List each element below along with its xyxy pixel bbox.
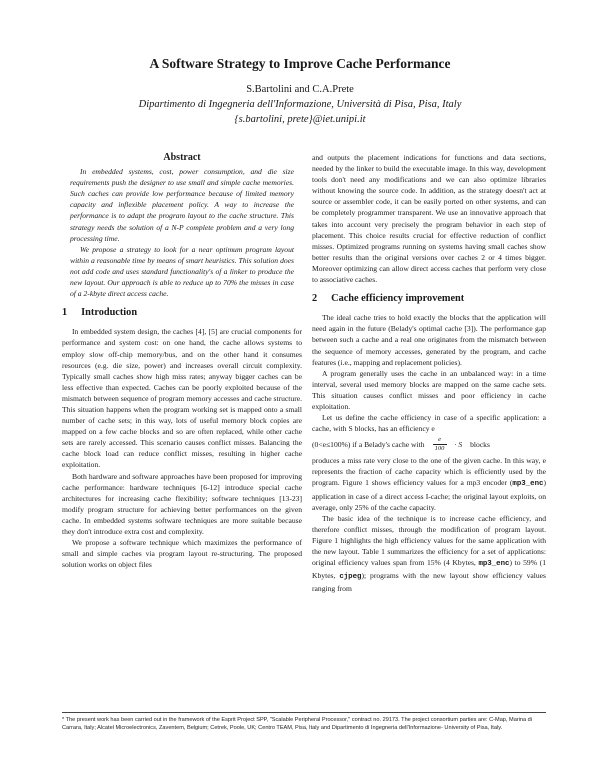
body-paragraph: We propose a software technique which maximizes the performance of small and simple caches via program layout re-structuring. The proposed solution works on object files — [62, 538, 302, 570]
body-paragraph: In embedded system design, the caches [4], [5] are crucial components for performance and system cost: on one hand, the cache allows systems to employ slow off-chip memory/bus, and on the other hand it consumes resources (e.g. die size, power) and increases overall circuit complexity. Typically small caches show high miss rates; anyway bigger caches can be less effective than expected. Caches can be poorly exploited because of the mismatch between sequence of program memory accesses and cache structure. This situation happens when the program working set is mapped onto a small number of cache sets; in this way, lots of useful memory block copies are mapped on a few cache blocks and so are often replaced, while other cache sets are rarely accessed. This scenario causes conflict misses. Balancing the cache block load can reduce conflict misses, resulting in higher cache exploitation. — [62, 327, 302, 470]
abstract — [62, 152, 302, 299]
formula-after: blocks — [470, 440, 490, 450]
affiliation: Dipartimento di Ingegneria dell'Informazione, Università di Pisa, Pisa, Italy — [138, 99, 462, 110]
section-title: Cache efficiency improvement — [331, 293, 465, 305]
paper-title: A Software Strategy to Improve Cache Performance — [149, 56, 451, 71]
fraction — [433, 436, 447, 453]
efficiency-formula — [312, 436, 546, 453]
body-paragraph: produces a miss rate very close to the one of the given cache. In this way, e represents the fraction of cache capacity which is efficiently used by the program. Figure 1 shows efficiency values for a mp3 encoder (mp3_enc) application in case of a direct access I-cache; the original layout exploits, on average, only 25% of the cache capacity. — [312, 456, 546, 512]
footnote: * The present work has been carried out in the framework of the Esprit Project SPP, "Scalable Peripheral Processor," contract no. 29173. The project consortium parties are: C-Map, Marina di Carrara, Italy; Alcatel Microelectronics, Zaventem, Belgium; Cetrek, Poole, UK; Centro TEAM, Pisa, Italy and Dipartimento di Ingegneria dell'Informazione- University of Pisa, Italy. — [62, 717, 533, 731]
section-number: 1 — [62, 307, 68, 319]
formula-tail: · S — [454, 440, 463, 450]
body-paragraph: Both hardware and software approaches have been proposed for improving cache performance: hardware techniques [6-12] introduce special cache architectures for increasing cache flexibility; software techniques [13-23] modify program structure for achieving better performances on the given cache. In embedded systems software techniques are more suitable because they don't introduce extra cost and complexity. — [62, 471, 302, 536]
fraction-denominator: 100 — [434, 445, 445, 453]
section-heading-cache-efficiency — [312, 293, 546, 304]
left-column — [62, 152, 302, 570]
right-column — [312, 152, 546, 594]
abstract-paragraph: We propose a strategy to look for a near optimum program layout within a reasonable time by means of smart heuristics. This solution does not add code and uses standard functionality's of a linker to produce the new layout. Our approach is able to reduce up to 70% the misses in case of a 2-kbyte direct access cache. — [70, 244, 294, 299]
authors: S.Bartolini and C.A.Prete — [246, 84, 354, 95]
code-mp3-enc: mp3_enc — [512, 480, 544, 489]
fraction-numerator: e — [438, 436, 441, 444]
author-email: {s.bartolini, prete}@iet.unipi.it — [234, 114, 366, 125]
body-paragraph: Let us define the cache efficiency in case of a specific application: a cache, with S blocks, has an efficiency e — [312, 413, 546, 434]
section-title: Introduction — [81, 307, 138, 319]
formula-text: (0<e≤100%) if a Belady's cache with — [312, 440, 425, 450]
abstract-heading: Abstract — [163, 152, 201, 163]
body-paragraph: The ideal cache tries to hold exactly the blocks that the application will need again in the future (Belady's optimal cache [3]). The performance gap between such a cache and a real one originates from the mismatch between the sequence of memory accesses, generated by the program, and cache features (i.e., mapping and replacement policies). — [312, 313, 546, 367]
section-heading-introduction — [62, 307, 302, 318]
footnote-divider — [62, 712, 546, 713]
code-cjpeg: cjpeg — [339, 573, 362, 582]
abstract-paragraph: In embedded systems, cost, power consumption, and die size requirements push the designer to use small and simple cache memories. Such caches can provide low performance because of limited memory capacity and inflexible placement policy. A way to increase the performance is to adapt the program layout to the cache structure. This strategy needs the solution of a N-P complete problem and a very long processing time. — [70, 167, 294, 243]
section-number: 2 — [312, 293, 318, 305]
body-paragraph: The basic idea of the technique is to increase cache efficiency, and therefore conflict misses, through the modification of program layout. Figure 1 highlights the high efficiency values for the same application with the new layout. Table 1 summarizes the efficiency for a set of applications: original efficiency values span from 15% (4 Kbytes, mp3_enc) to 59% (1 Kbytes, cjpeg); programs with the new layout show efficiency values ranging from — [312, 513, 546, 594]
body-paragraph: and outputs the placement indications for functions and data sections, needed by the linker to build the executable image. In this way, development tools don't need any modifications and we can also optimize libraries without knowing the source code. In addition, as the strategy doesn't act at source or assembler code, it can be easily ported on other systems, and can be completely programmer transparent. We use an innovative approach that takes into account very precisely the program behavior in each step of placement. This choice results crucial for effective reduction of conflict misses. Optimized programs running on systems having small caches show better results than the original versions over caches 2 or 4 times bigger. Moreover optimizing can allow direct access caches that perform very close to associative caches. — [312, 153, 546, 285]
body-paragraph: A program generally uses the cache in an unbalanced way: in a time interval, several used memory blocks are mapped on the same cache sets. This situation causes conflict misses and poor efficiency in cache exploitation. — [312, 368, 546, 411]
code-mp3-enc: mp3_enc — [478, 560, 510, 569]
